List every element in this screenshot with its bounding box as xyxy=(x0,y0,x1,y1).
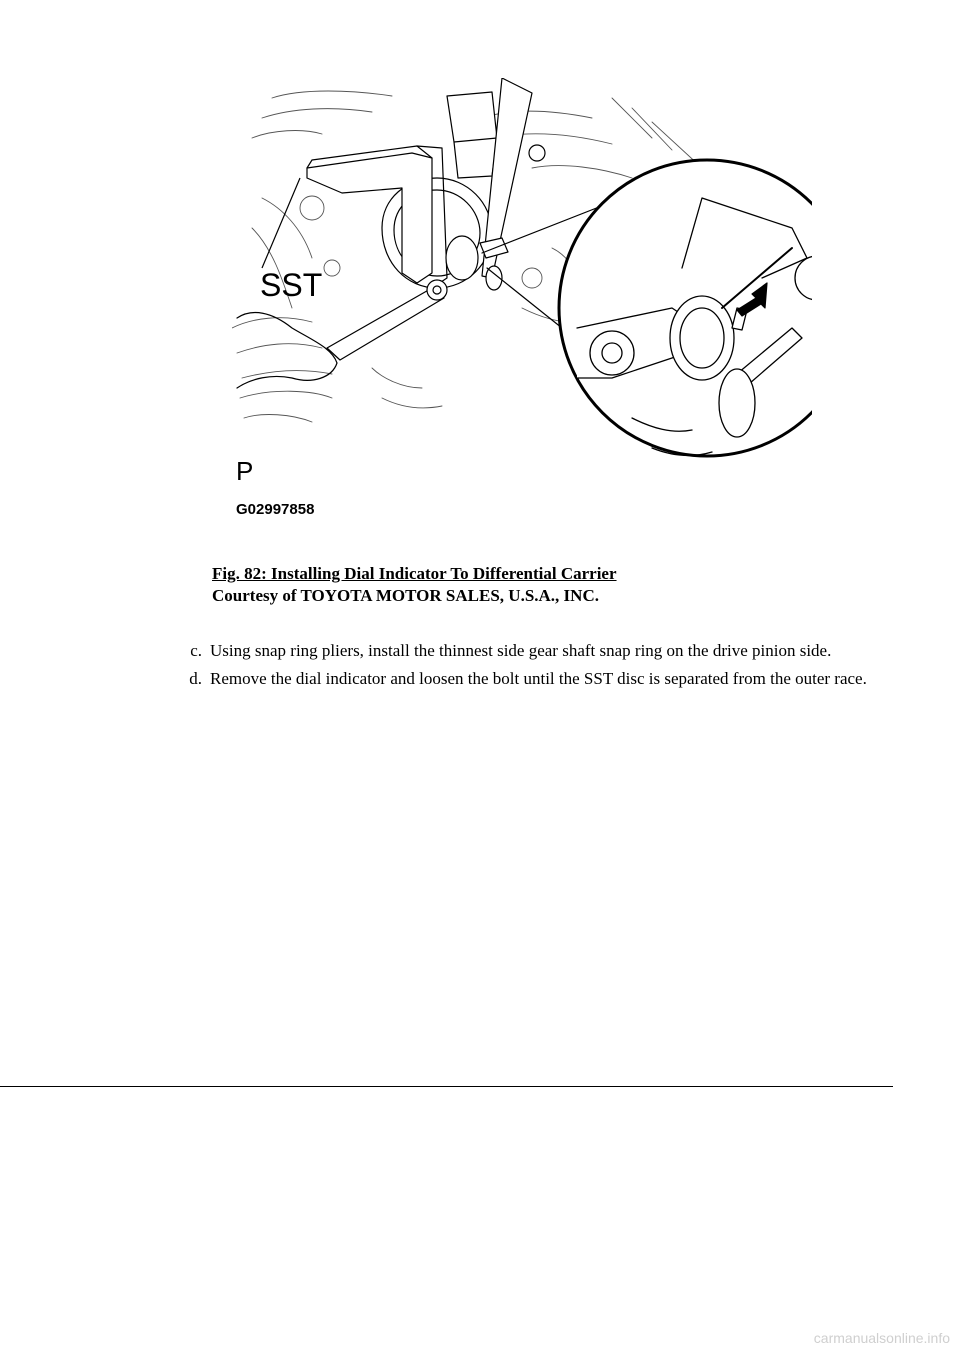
figure-caption xyxy=(212,563,617,607)
caption-title: Fig. 82: Installing Dial Indicator To Differential Carrier xyxy=(212,564,617,583)
list-item xyxy=(160,640,890,662)
figure-code: G02997858 xyxy=(236,501,315,518)
list-item xyxy=(160,668,890,690)
dial-indicator-illustration xyxy=(232,78,812,523)
step-marker: c. xyxy=(190,641,202,660)
step-marker: d. xyxy=(189,669,202,688)
step-text: Remove the dial indicator and loosen the bolt until the SST disc is separated from the outer race. xyxy=(210,669,867,688)
procedure-steps xyxy=(160,640,890,696)
caption-courtesy: Courtesy of TOYOTA MOTOR SALES, U.S.A., INC. xyxy=(212,586,599,605)
watermark: carmanualsonline.info xyxy=(813,1330,950,1346)
callout-p: P xyxy=(236,456,254,486)
step-text: Using snap ring pliers, install the thinnest side gear shaft snap ring on the drive pinion side. xyxy=(210,641,832,660)
page-divider xyxy=(0,1086,893,1087)
callout-sst: SST xyxy=(260,267,323,303)
